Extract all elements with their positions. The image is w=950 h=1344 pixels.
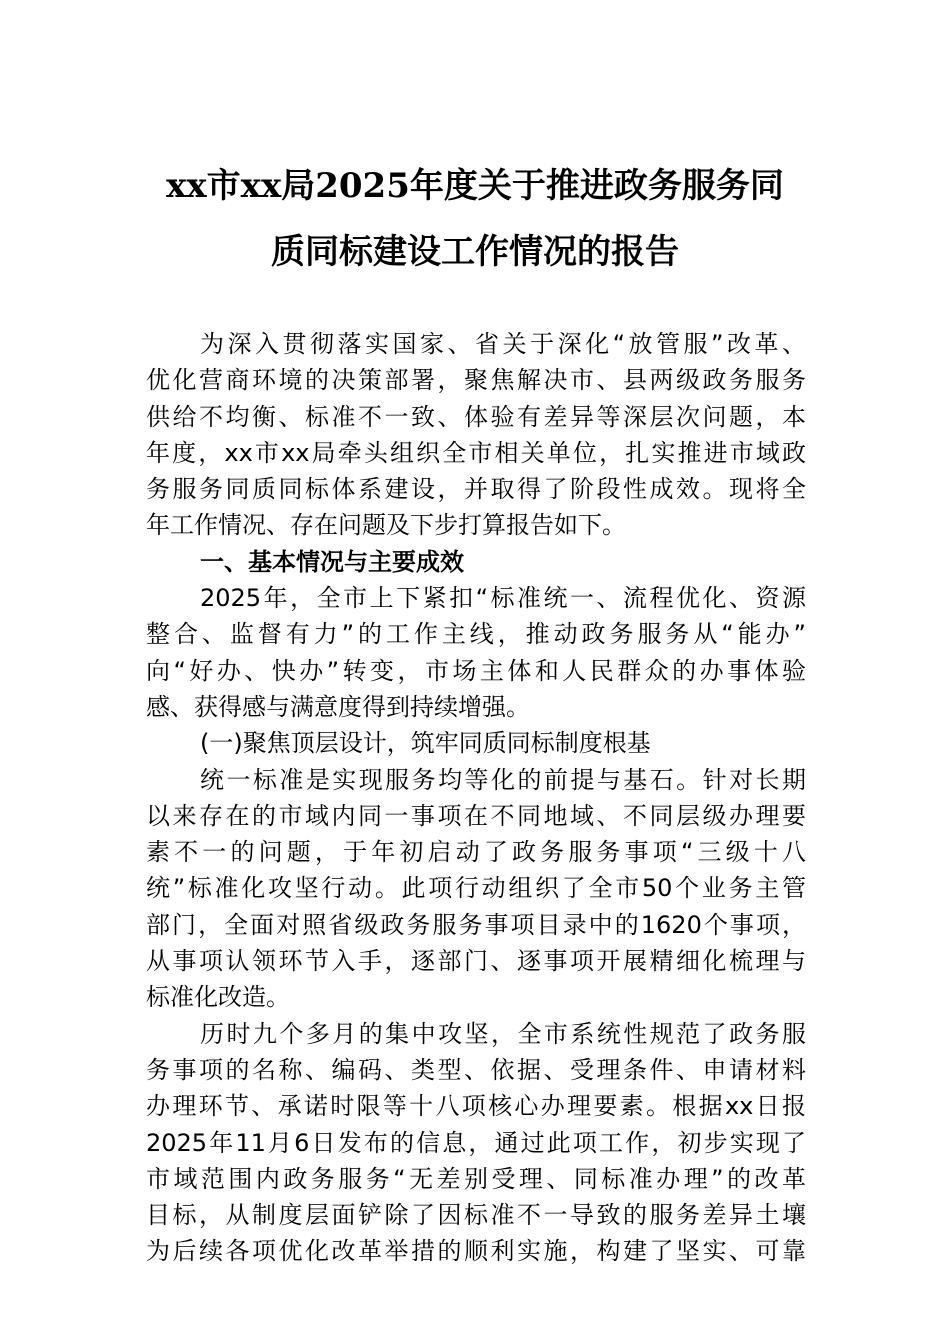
paragraph-line: 优化营商环境的决策部署，聚焦解决市、县两级政务服务: [146, 366, 806, 395]
paragraph-line: 素不一的问题，于年初启动了政务服务事项“三级十八: [146, 838, 806, 867]
paragraph-line: 市域范围内政务服务“无差别受理、同标准办理”的改革: [146, 1164, 806, 1193]
paragraph-line: 2025年，全市上下紧扣“标准统一、流程优化、资源: [200, 584, 806, 613]
paragraph-line: 从事项认领环节入手，逐部门、逐事项开展精细化梳理与: [146, 947, 806, 976]
paragraph-line: 年工作情况、存在问题及下步打算报告如下。: [146, 511, 626, 540]
paragraph-line: 目标，从制度层面铲除了因标准不一导致的服务差异土壤: [146, 1201, 806, 1230]
paragraph-line: 标准化改造。: [146, 983, 290, 1012]
paragraph-line: 为后续各项优化改革举措的顺利实施，构建了坚实、可靠: [146, 1237, 806, 1266]
paragraph-line: 统一标准是实现服务均等化的前提与基石。针对长期: [200, 765, 806, 794]
paragraph-line: 感、获得感与满意度得到持续增强。: [146, 692, 530, 721]
paragraph-line: 年度，xx市xx局牵头组织全市相关单位，扎实推进市域政: [146, 438, 806, 467]
document-title-line-2: 质同标建设工作情况的报告: [271, 232, 679, 272]
paragraph-line: 部门，全面对照省级政务服务事项目录中的1620个事项，: [146, 910, 806, 939]
paragraph-line: 2025年11月6日发布的信息，通过此项工作，初步实现了: [146, 1128, 806, 1157]
paragraph-line: 历时九个多月的集中攻坚，全市系统性规范了政务服: [200, 1019, 806, 1048]
document-title-line-1: xx市xx局2025年度关于推进政务服务同: [166, 166, 784, 206]
paragraph-line: 务服务同质同标体系建设，并取得了阶段性成效。现将全: [146, 475, 806, 504]
paragraph-line: 向“好办、快办”转变，市场主体和人民群众的办事体验: [146, 656, 806, 685]
document-body: [146, 326, 806, 1270]
paragraph-line: 供给不均衡、标准不一致、体验有差异等深层次问题，本: [146, 402, 806, 431]
paragraph-line: 以来存在的市域内同一事项在不同地域、不同层级办理要: [146, 801, 806, 830]
paragraph-line: 务事项的名称、编码、类型、依据、受理条件、申请材料: [146, 1055, 806, 1084]
paragraph-line: 办理环节、承诺时限等十八项核心办理要素。根据xx日报: [146, 1092, 806, 1121]
paragraph-line: 统”标准化攻坚行动。此项行动组织了全市50个业务主管: [146, 874, 806, 903]
subsection-heading: (一)聚焦顶层设计，筑牢同质同标制度根基: [200, 729, 651, 758]
section-heading: 一、基本情况与主要成效: [200, 547, 464, 576]
paragraph-line: 为深入贯彻落实国家、省关于深化“放管服”改革、: [200, 330, 806, 358]
paragraph-line: 整合、监督有力”的工作主线，推动政务服务从“能办”: [146, 620, 806, 649]
